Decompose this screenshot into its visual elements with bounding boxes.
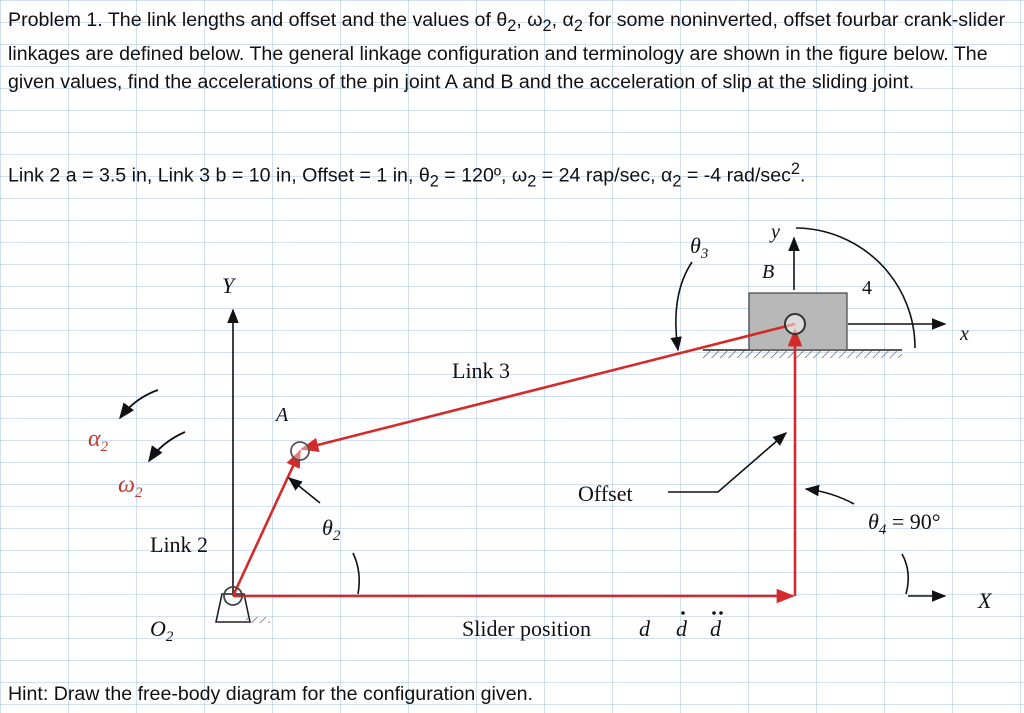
link4-number: 4 — [862, 277, 872, 299]
subscript: 2 — [573, 16, 583, 35]
point-b-label: B — [762, 261, 775, 283]
subscript: 2 — [542, 16, 552, 35]
slider-d: d — [639, 616, 650, 641]
link-2-label: Link 2 — [150, 532, 209, 557]
theta3-arc — [676, 262, 692, 350]
omega2-arrow — [149, 432, 185, 461]
given-text: = 120º, ω — [438, 164, 528, 187]
local-y-label: y — [771, 221, 780, 243]
subscript: 2 — [429, 172, 439, 191]
dot-mark — [712, 611, 716, 615]
slider-ground-hatch — [703, 351, 902, 358]
point-a-label: A — [276, 404, 289, 426]
theta4-pointer — [806, 489, 854, 504]
link-2 — [233, 451, 300, 596]
local-x-label: x — [960, 323, 969, 345]
omega2-label: $\omega_2$ — [118, 472, 143, 501]
given-text: = -4 rad/sec — [681, 164, 791, 187]
link-3 — [302, 324, 795, 449]
pin-b — [785, 314, 805, 334]
slider-d-dot: d — [676, 616, 687, 641]
alpha2-arrow — [120, 390, 158, 418]
offset-pointer — [668, 433, 786, 492]
theta2-arc — [353, 553, 359, 594]
subscript: 2 — [672, 172, 682, 191]
hint-text: Hint: Draw the free-body diagram for the configuration given. — [8, 683, 533, 705]
problem-text: , α — [551, 9, 574, 31]
alpha2-label: $\alpha_2$ — [88, 426, 109, 455]
x-axis-label: X — [978, 588, 992, 613]
given-text: . — [799, 164, 806, 187]
superscript: 2 — [790, 160, 800, 178]
problem-text: Problem 1. The link lengths and offset and the values of θ — [8, 9, 508, 31]
slider-position-label: Slider position — [462, 616, 591, 641]
dot-mark — [681, 611, 685, 615]
given-text: = 24 rap/sec, α — [536, 164, 673, 187]
theta2-pointer — [289, 478, 320, 503]
slider-d-ddot: d — [710, 616, 721, 641]
theta4-base-arc — [902, 554, 908, 594]
origin-label: $O_2$ — [150, 616, 174, 645]
subscript: 2 — [507, 16, 517, 35]
pin-a — [291, 442, 309, 460]
link-3-label: Link 3 — [452, 358, 511, 383]
problem-text: for some noninverted, offset fourbar crank-slider linkages are defined below. The general linkage configuration and terminology are shown in the figure below. The given values, find the accelerations of the pin joint A and B and the acceleration of slip at the sliding joint. — [8, 9, 1006, 93]
offset-label: Offset — [578, 481, 633, 506]
dot-mark — [719, 611, 723, 615]
given-text: Link 2 a = 3.5 in, Link 3 b = 10 in, Offset = 1 in, θ — [8, 164, 430, 187]
theta3-label: $\theta_3$ — [690, 233, 709, 262]
problem-text: , ω — [516, 9, 543, 31]
theta4-label: $\theta_4 = 90^\circ$ — [868, 509, 941, 538]
theta2-label: $\theta_2$ — [322, 515, 341, 544]
subscript: 2 — [527, 172, 537, 191]
y-axis-label: Y — [222, 273, 235, 298]
